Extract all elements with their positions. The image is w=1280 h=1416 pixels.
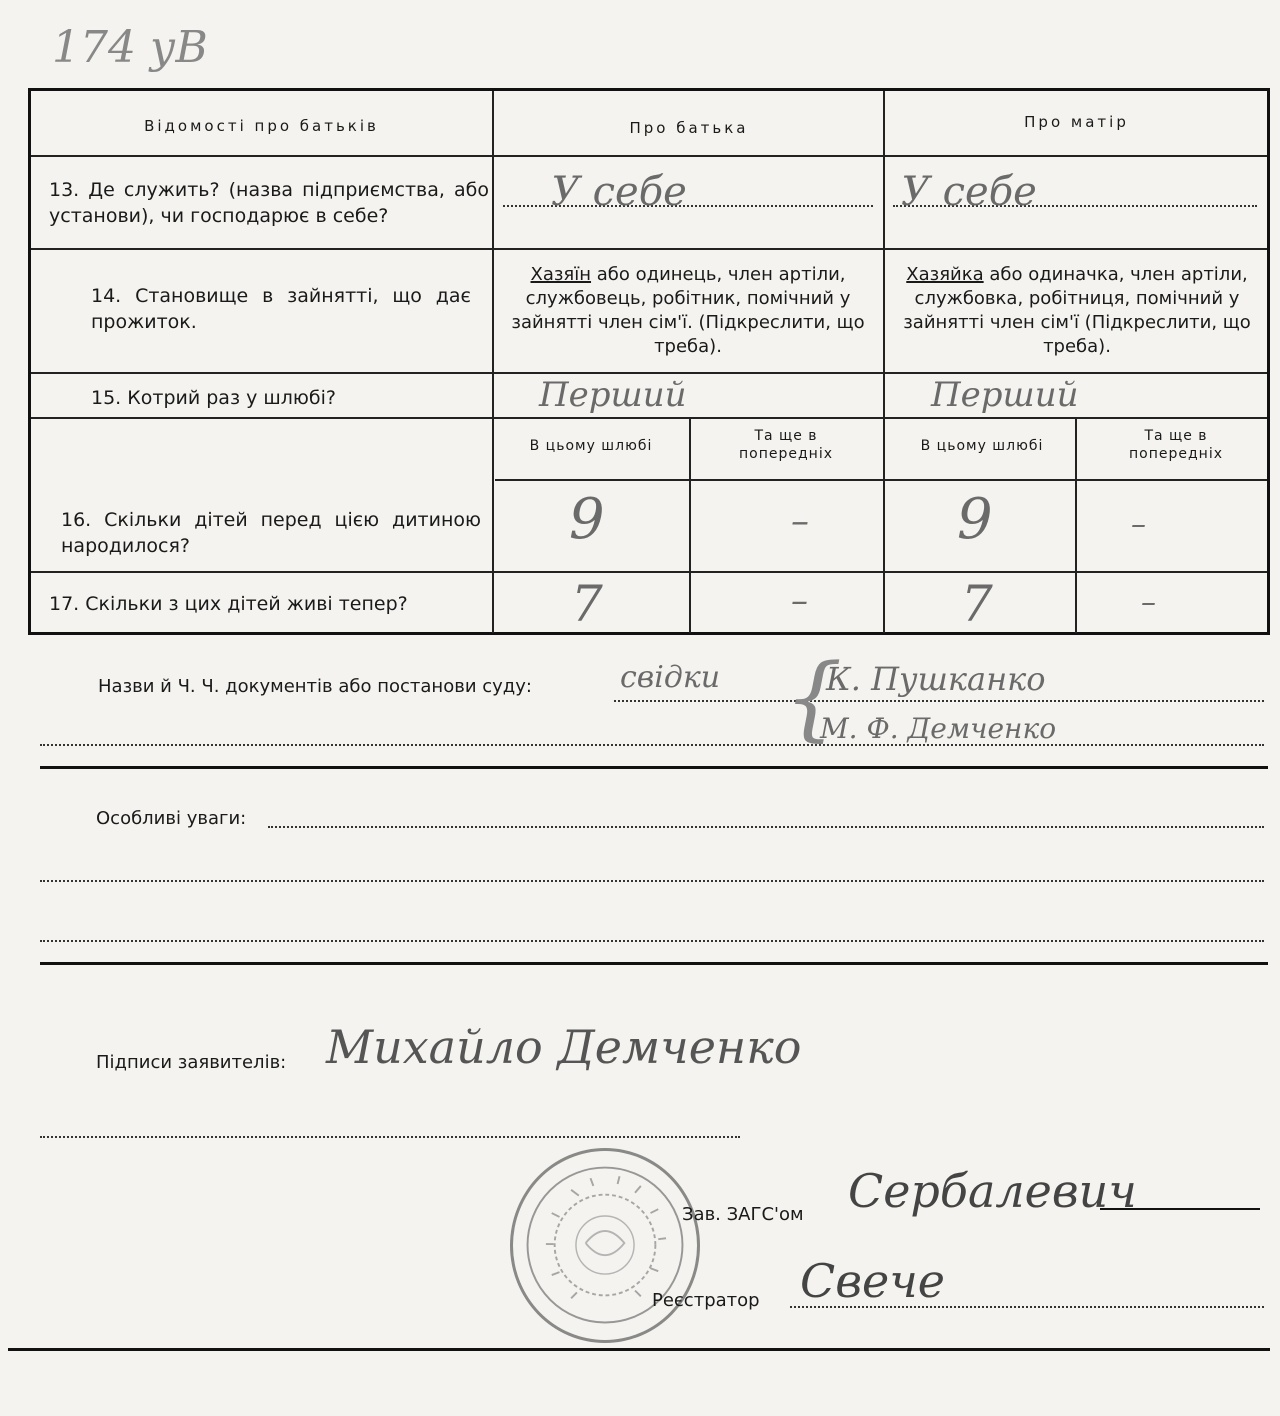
remarks-label: Особливі уваги:: [96, 808, 247, 829]
answer-14-mother-options: [897, 263, 1257, 359]
answer-14-mother-underlined: Хазяйка: [906, 264, 984, 285]
answer-14-father-options: [505, 263, 871, 359]
documents-witness-2: М. Ф. Демченко: [820, 712, 1057, 745]
documents-witnesses-word: свідки: [620, 660, 721, 695]
answer-14-father-underlined: Хазяїн: [530, 264, 592, 285]
answer-16-father-in: 9: [569, 487, 605, 552]
answer-13-mother: У себе: [901, 169, 1037, 215]
question-13: 13. Де служить? (назва підприємства, або установи), чи господарює в себе?: [49, 179, 489, 227]
applicant-signature: Михайло Демченко: [326, 1020, 802, 1074]
signatures-label: Підписи заявителів:: [96, 1052, 287, 1073]
parents-info-table: [28, 88, 1270, 635]
documents-brace: {: [784, 644, 843, 751]
header-father: Про батька: [629, 119, 749, 137]
question-17: 17. Скільки з цих дітей живі тепер?: [49, 593, 408, 615]
answer-15-father: Перший: [539, 375, 687, 415]
official-stamp: [510, 1148, 700, 1343]
answer-13-father: У себе: [551, 169, 687, 215]
answer-16-mother-in: 9: [957, 487, 993, 552]
subheader-father-in-marriage: В цьому шлюбі: [529, 438, 653, 454]
zags-head-label: Зав. ЗАГС'ом: [682, 1204, 804, 1225]
subheader-mother-previous: Та ще в попередніх: [1129, 428, 1223, 462]
question-16: 16. Скільки дітей перед цією дитиною народилося?: [61, 509, 481, 557]
registrar-signature: Свече: [800, 1254, 946, 1308]
archive-mark: 174 уВ: [52, 22, 208, 73]
subheader-mother-in-marriage: В цьому шлюбі: [920, 438, 1044, 454]
zags-head-signature: Сербалевич: [848, 1164, 1137, 1218]
answer-17-father-in: 7: [571, 575, 603, 633]
header-mother: Про матір: [1024, 113, 1129, 131]
question-14: 14. Становище в зайнятті, що дає прожиток.: [91, 285, 471, 333]
header-parents-info: Відомості про батьків: [144, 117, 379, 135]
registrar-label: Реєстратор: [652, 1290, 760, 1311]
answer-17-father-prev: –: [791, 581, 808, 621]
answer-16-mother-prev: –: [1131, 507, 1146, 542]
documents-witness-1: К. Пушканко: [826, 660, 1046, 698]
question-15: 15. Котрий раз у шлюбі?: [91, 387, 336, 409]
documents-label: Назви й Ч. Ч. документів або постанови суду:: [98, 676, 532, 697]
answer-15-mother: Перший: [931, 375, 1079, 415]
answer-14-mother-rest: або одиначка, член артіли, службовка, робітниця, помічний у зайнятті член сім'ї (Підкреслити, що треба).: [903, 264, 1251, 357]
subheader-father-previous: Та ще в попередніх: [739, 428, 833, 462]
answer-17-mother-in: 7: [961, 575, 993, 633]
answer-17-mother-prev: –: [1141, 585, 1156, 620]
answer-14-father-rest: або одинець, член артіли, службовець, робітник, помічний у зайнятті член сім'ї. (Підкреслити, що треба).: [511, 264, 865, 357]
answer-16-father-prev: –: [791, 501, 809, 542]
